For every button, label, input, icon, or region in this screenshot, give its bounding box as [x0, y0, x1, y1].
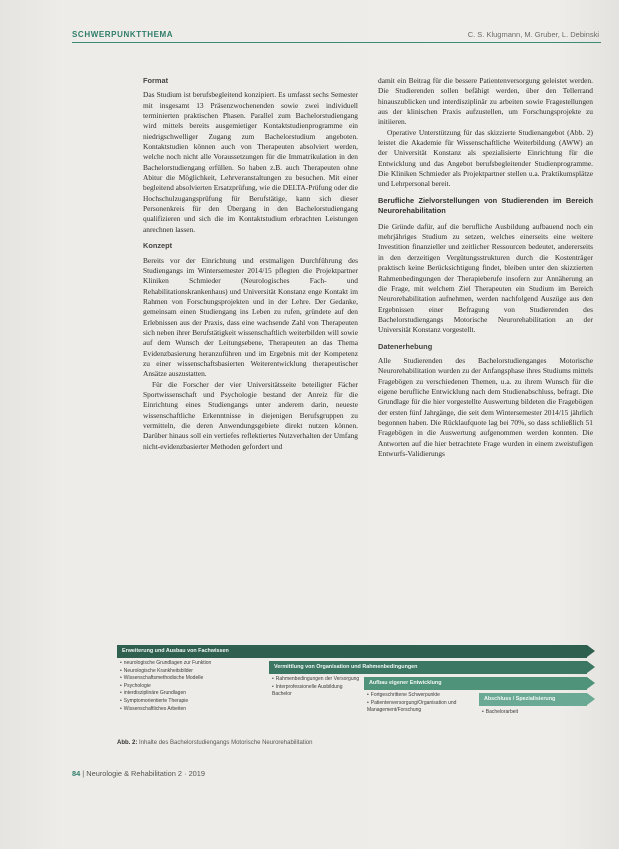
page-number: 84 [72, 769, 81, 778]
list-item: • Bachelorarbeit [482, 709, 582, 717]
section-kicker: SCHWERPUNKTTHEMA [72, 30, 174, 39]
list-item: • interdisziplinäre Grundlagen [120, 690, 265, 698]
list-item: • Rahmenbedingungen der Versorgung [272, 676, 362, 684]
data-collection-heading: Datenerhebung [378, 341, 433, 351]
list-fachwissen [120, 660, 265, 713]
list-organisation [272, 676, 362, 699]
band-abschluss: Abschluss / Spezialisierung [479, 693, 587, 706]
list-entwicklung [367, 692, 477, 715]
list-item: • Neurologische Krankheitsbilder [120, 668, 265, 676]
page-footer [72, 769, 205, 778]
data-collection-paragraph: Alle Studierenden des Bachelorstudienganges Motorische Neurorehabilitation wurden zu der Anfangsphase ihres Studiums mittels Fragebögen zu verschiedenen Themen, u.a. zu ihrem Wunsch für die eigene berufliche Entwicklung nach dem Studienabschluss, befragt. Die Grundlage für die hier vorgestellte Auswertung bildeten die Fragebögen der ersten fünf Jahrgänge, die seit dem Wintersemester 2014/15 jährlich begonnen haben. Die Rücklaufquote lag bei 70%, so dass schließlich 51 Fragebögen in die Auswertung aufgenommen werden konnten. Die Antworten auf die hier betrachtete Frage wurden in einem zweistufigen Entwurfs-Validierungs [378, 355, 593, 458]
continuation-paragraph: damit ein Beitrag für die bessere Patientenversorgung geleistet werden. Die Studierenden sollen befähigt werden, über den Tellerrand hinauszublicken und interdisziplinär zu arbeiten sowie Fragestellungen aus der klinischen Praxis aufzustellen, um Forschungsprojekte zu initiieren. [378, 76, 593, 127]
format-paragraph: Das Studium ist berufsbegleitend konzipiert. Es umfasst sechs Semester mit insgesamt 13 Präsenzwochenenden sowie zwei individuell terminierten praktischen Phasen. Parallel zum Bachelorstudiengang wird mittels bereits ausgemietiger Kontaktstudienprogramme ein niedrigschwelliger Zugang zum Bachelorstudium angeboten. Kontaktstudien können auch von Therapeuten absolviert werden, welche noch nicht alle Voraussetzungen für die Immatrikulation in den Bachelorstudiengang erfüllen. So haben z.B. auch Therapeuten ohne Abitur die Möglichkeit, Lehrveranstaltungen zu besuchen. Mit einer begleitend absolvierten Ersatzprüfung, wie die DELTA-Prüfung oder die Hochschulzugangsprüfung für Berufstätige, kann sich dieser Personenkreis für den Übergang in den Bachelorstudiengang qualifizieren und sich die im Kontaktstudium erbrachten Leistungen anrechnen lassen. [143, 90, 358, 234]
goals-heading: Berufliche Zielvorstellungen von Studierenden im Bereich Neurorehabilitation [378, 195, 593, 215]
list-item: • Fortgeschrittene Schwerpunkte [367, 692, 477, 700]
caption-label: Abb. 2: [117, 740, 138, 746]
list-item: • Patientenversorgung/Organisation und Management/Forschung [367, 700, 477, 715]
list-item: • Interprofessionelle Ausbildung Bachelor [272, 684, 362, 699]
konzept-paragraph-1: Bereits vor der Einrichtung und erstmaligen Durchführung des Studiengangs im Wintersemester 2014/15 pflegten die Projektpartner Kliniken Schmieder (Neurologisches Fach- und Rehabilitationskrankenhaus) und Universität Konstanz enge Kontakt im Rahmen von Forschungsprojekten und in der Lehre. Der Gedanke, gemeinsam einen Studiengang ins Leben zu rufen, gründete auf den Erlebnissen aus der Praxis, dass eine wachsende Zahl von Therapeuten sich neben ihrer Berufstätigkeit wissenschaftlich weiterbilden will sowie auf dem Wunsch der Leitungsebene, Therapeuten an das Thema Evidenzbasierung heranzuführen und im Ergebnis mit der Kompetenz zu einer wissenschaftsbasierten Weiterentwicklung therapeutischer Ansätze auszustatten. [143, 255, 358, 379]
format-heading: Format [143, 76, 169, 85]
journal-name: | Neurologie & Rehabilitation 2 · 2019 [82, 769, 206, 778]
left-column [143, 76, 358, 452]
band-organisation: Vermittlung von Organisation und Rahmenbedingungen [269, 661, 587, 674]
konzept-paragraph-2: Für die Forscher der vier Universitätsseite beteiligter Fächer Sportwissenschaft und Psychologie bestand der Anreiz für die Einrichtung eines Studiengangs unter anderem darin, neueste wissenschaftliche Erkenntnisse in diejenigen Berufsgruppen zu vermitteln, die deren Anwendungsgebiete direkt nutzen können. Darüber hinaus soll ein vertiefes reflektiertes Nutzverhalten der Umfang nicht-evidenzbasierter Methoden gefordert und [143, 379, 358, 451]
list-item: • Psychologie [120, 683, 265, 691]
band-entwicklung: Aufbau eigener Entwicklung [364, 677, 587, 690]
list-item: • Wissenschaftliches Arbeiten [120, 706, 265, 714]
goals-paragraph: Die Gründe dafür, auf die berufliche Ausbildung aufbauend noch ein mehrjähriges Studium zu setzen, welches einerseits eine weitere Investition finanzieller und zeitlicher Ressourcen bedeutet, andererseits in den derzeitigen Vergütungsstrukturen durch die Kostenträger praktisch keine Berücksichtigung findet, bleiben unter den skizzierten Rahmenbedingungen der Therapieberufe insofern zur Annäherung an die Frage, mit welchem Ziel Therapeuten ein Studium im Bereich Neurorehabilitation aufnehmen, werden nachfolgend Auszüge aus den Ergebnissen einer Befragung von Studierenden des Bachelorstudiengangs Motorische Neurorehabilitation an der Universität Konstanz vorgestellt. [378, 221, 593, 335]
list-item: • Symptomorientierte Therapie [120, 698, 265, 706]
caption-text: Inhalte des Bachelorstudiengangs Motorische Neurorehabilitation [139, 740, 313, 746]
right-column [378, 76, 593, 459]
list-abschluss [482, 709, 582, 717]
header-rule [72, 42, 601, 43]
figure-caption [117, 740, 577, 746]
list-item: • neurologische Grundlagen zur Funktion [120, 660, 265, 668]
support-paragraph: Operative Unterstützung für das skizzierte Studienangebot (Abb. 2) leistet die Akademie für Wissenschaftliche Weiterbildung (AWW) an der Universität Konstanz als spezialisierte Einrichtung für die Entwicklung und das Angebot berufsbegleitender Studienprogramme. Die Kliniken Schmieder als Projektpartner stellen u.a. Praktikumsplätze und Lehrpersonal bereit. [378, 127, 593, 189]
band-fachwissen: Erweiterung und Ausbau von Fachwissen [117, 645, 587, 658]
list-item: • Wissenschaftsmethodische Modelle [120, 675, 265, 683]
konzept-heading: Konzept [143, 241, 173, 251]
running-authors: C. S. Klugmann, M. Gruber, L. Debinski [467, 30, 599, 39]
curriculum-figure [117, 645, 597, 745]
